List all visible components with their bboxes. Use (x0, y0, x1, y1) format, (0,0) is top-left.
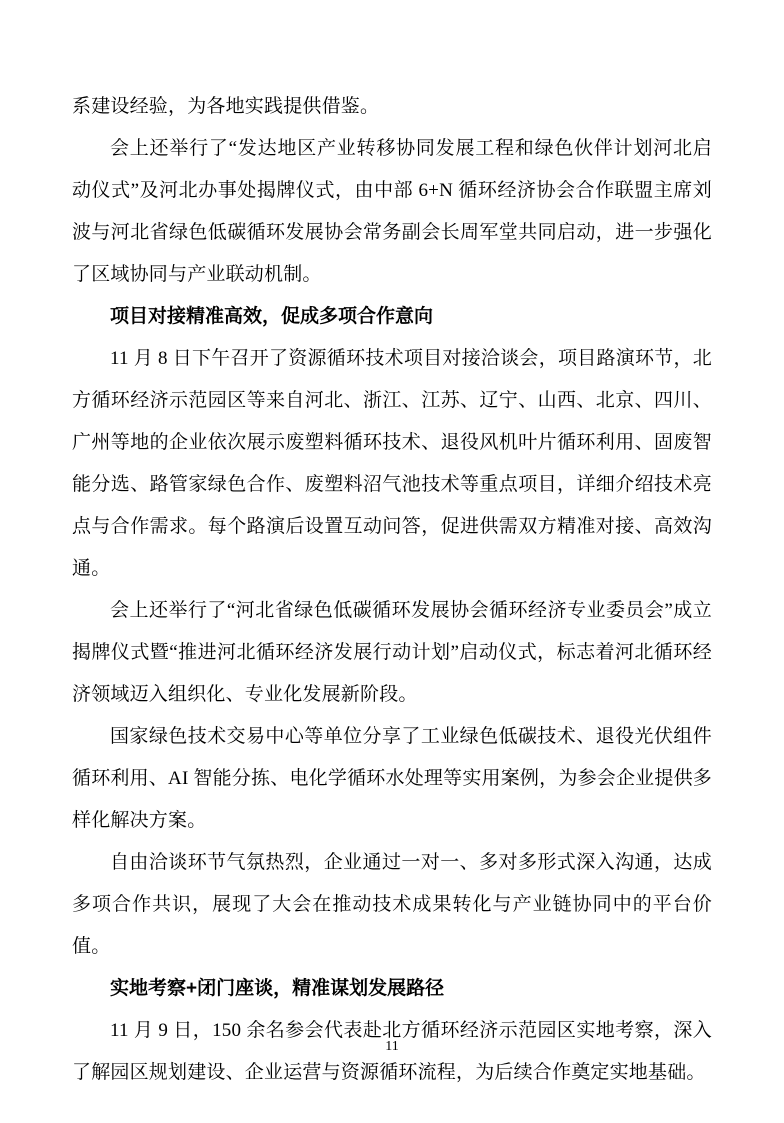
paragraph: 11 月 9 日，150 余名参会代表赴北方循环经济示范园区实地考察，深入了解园区规划建设、企业运营与资源循环流程，为后续合作奠定实地基础。 (72, 1020, 712, 1083)
paragraph: 会上还举行了“河北省绿色低碳循环发展协会循环经济专业委员会”成立揭牌仪式暨“推进河北循环经济发展行动计划”启动仪式，标志着河北循环经济领域迈入组织化、专业化发展新阶段。 (72, 600, 712, 705)
paragraph: 11 月 8 日下午召开了资源循环技术项目对接洽谈会，项目路演环节，北方循环经济示范园区等来自河北、浙江、江苏、辽宁、山西、北京、四川、广州等地的企业依次展示废塑料循环技术、退役风机叶片循环利用、固废智能分选、路管家绿色合作、废塑料沼气池技术等重点项目，详细介绍技术亮点与合作需求。每个路演后设置互动问答，促进供需双方精准对接、高效沟通。 (72, 348, 712, 579)
section-heading: 项目对接精准高效，促成多项合作意向 (110, 306, 434, 327)
page-number: 11 (385, 1039, 399, 1054)
section-heading: 实地考察+闭门座谈，精准谋划发展路径 (110, 978, 445, 999)
paragraph: 国家绿色技术交易中心等单位分享了工业绿色低碳技术、退役光伏组件循环利用、AI 智能分拣、电化学循环水处理等实用案例，为参会企业提供多样化解决方案。 (72, 726, 712, 831)
paragraph: 会上还举行了“发达地区产业转移协同发展工程和绿色伙伴计划河北启动仪式”及河北办事处揭牌仪式，由中部 6+N 循环经济协会合作联盟主席刘波与河北省绿色低碳循环发展协会常务副会长周军堂共同启动，进一步强化了区域协同与产业联动机制。 (72, 138, 712, 285)
paragraph-continuation: 系建设经验，为各地实践提供借鉴。 (72, 96, 380, 117)
paragraph: 自由洽谈环节气氛热烈，企业通过一对一、多对多形式深入沟通，达成多项合作共识，展现了大会在推动技术成果转化与产业链协同中的平台价值。 (72, 852, 712, 957)
document-body (72, 86, 712, 1094)
